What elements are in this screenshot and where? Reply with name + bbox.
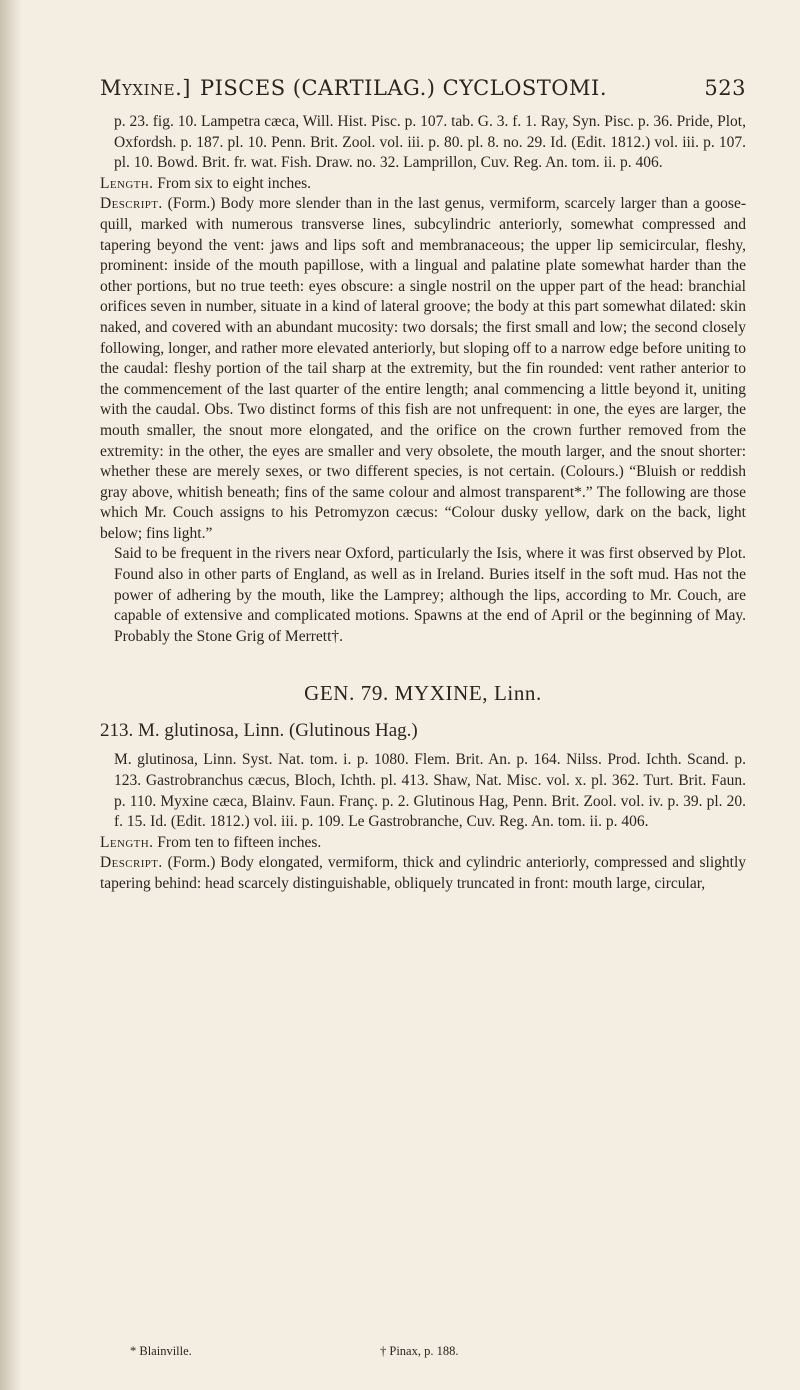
footnote-pinax: † Pinax, p. 188. (380, 1344, 459, 1358)
genus-heading: GEN. 79. MYXINE, Linn. (304, 681, 542, 706)
synonymy-continued: p. 23. fig. 10. Lampetra cæca, Will. Hist. Pisc. p. 107. tab. G. 3. f. 1. Ray, Syn. Pisc. p. 36. Pride, Plot, Oxfordsh. p. 187. pl. 10. Penn. Brit. Zool. vol. iii. p. 80. pl. 8. no. 29. Id. (Edit. 1812.) vol. iii. p. 107. pl. 10. Bowd. Brit. fr. wat. Fish. Draw. no. 32. Lamprillon, Cuv. Reg. An. tom. ii. p. 406. (114, 113, 746, 172)
lamprey-description (100, 194, 746, 544)
running-head-section: Myxine.] (100, 76, 191, 100)
length-label: Length. (100, 174, 154, 192)
length-text: From six to eight inches. (157, 174, 311, 192)
length-label: Length. (100, 833, 154, 851)
description-label: Descript. (100, 854, 163, 872)
description-label: Descript. (100, 195, 163, 213)
running-head (100, 76, 746, 112)
description-text: (Form.) Body more slender than in the last genus, vermiform, scarcely larger than a goose-quill, marked with numerous transverse lines, subcylindric anteriorly, somewhat compressed and tapering beyond the vent: jaws and lips soft and membranaceous; the upper lip semicircular, fleshy, prominent: inside of the mouth papillose, with a lingual and palatine plate somewhat harder than the other portions, but no true teeth: eyes obscure: a single nostril on the upper part of the head: branchial orifices seven in number, situate in a kind of lateral groove; the body at this part somewhat dilated: skin naked, and covered with an abundant mucosity: two dorsals; the first small and low; the second closely following, longer, and rather more elevated anteriorly, but sloping off to a narrow edge before uniting to the caudal: fleshy portion of the tail sharp at the extremity, but the fin rounded: vent rather anterior to the commencement of the last quarter of the entire length; anal commencing a little beyond it, uniting with the caudal. Obs. Two distinct forms of this fish are not unfrequent: in one, the eyes are larger, the mouth smaller, the snout more elongated, and the orifice on the crown further removed from the extremity: in the other, the eyes are smaller and very obsolete, the mouth larger, and the snout shorter: whether these are merely sexes, or two different species, is not certain. (Colours.) “Bluish or reddish gray above, whitish beneath; fins of the same colour and almost transparent*.” The following are those which Mr. Couch assigns to his Petromyzon cæcus: “Colour dusky yellow, dark on the back, light below; fins light.” (100, 195, 746, 542)
page-body (100, 112, 746, 895)
book-page (100, 76, 746, 895)
species-heading: 213. M. glutinosa, Linn. (Glutinous Hag.) (100, 720, 418, 742)
species-synonymy: M. glutinosa, Linn. Syst. Nat. tom. i. p. 1080. Flem. Brit. An. p. 164. Nilss. Prod. Ichth. Scand. p. 123. Gastrobranchus cæcus, Bloch, Ichth. pl. 413. Shaw, Nat. Misc. vol. x. pl. 362. Turt. Brit. Faun. p. 110. Myxine cæca, Blainv. Faun. Franç. p. 2. Glutinous Hag, Penn. Brit. Zool. vol. iv. p. 39. pl. 20. f. 15. Id. (Edit. 1812.) vol. iii. p. 109. Le Gastrobranche, Cuv. Reg. An. tom. ii. p. 406. (114, 751, 746, 831)
lamprey-habitat: Said to be frequent in the rivers near Oxford, particularly the Isis, where it was first observed by Plot. Found also in other parts of England, as well as in Ireland. Buries itself in the soft mud. Has not the power of adhering by the mouth, like the Lamprey; although the lips, according to Mr. Couch, are capable of extensive and complicated motions. Spawns at the end of April or the beginning of May. Probably the Stone Grig of Merrett†. (114, 545, 746, 645)
species-length (100, 833, 746, 854)
footnote-blainville: * Blainville. (130, 1344, 192, 1358)
running-head-title: PISCES (CARTILAG.) CYCLOSTOMI. (200, 76, 607, 100)
description-text: (Form.) Body elongated, vermiform, thick and cylindric anteriorly, compressed and slightly tapering behind: head scarcely distinguishable, obliquely truncated in front: mouth large, circular, (100, 854, 747, 892)
page-number: 523 (704, 76, 746, 100)
length-text: From ten to fifteen inches. (157, 833, 322, 851)
lamprey-length (100, 174, 746, 195)
species-description (100, 853, 746, 894)
book-binding-edge (0, 0, 22, 1390)
